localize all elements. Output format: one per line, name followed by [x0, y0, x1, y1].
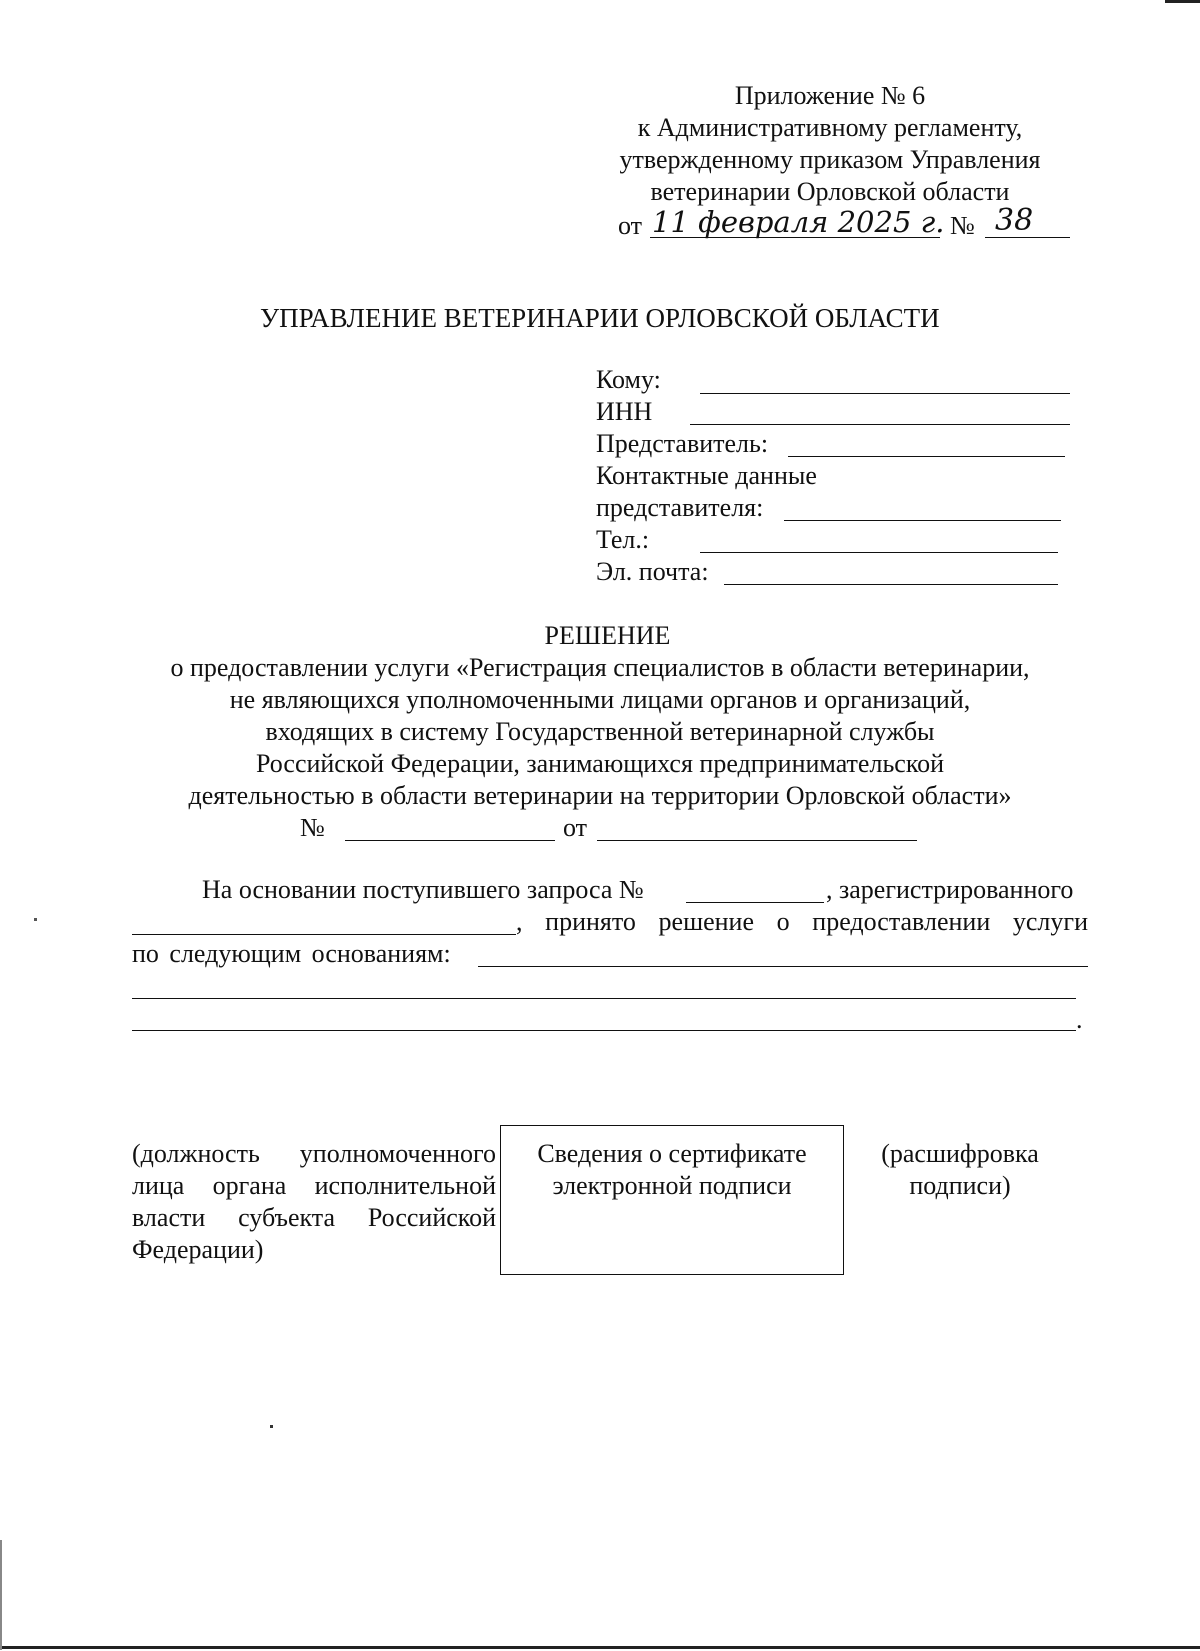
- recipient-representative-field[interactable]: [788, 456, 1065, 457]
- decision-title: РЕШЕНИЕ: [544, 621, 671, 650]
- grounds-field-line[interactable]: [132, 1030, 1076, 1031]
- grounds-field-line[interactable]: [132, 998, 1076, 999]
- certificate-caption: [501, 1138, 843, 1202]
- decision-subtitle-line: входящих в систему Государственной ветеринарной службы: [265, 717, 935, 746]
- appendix-number-handwritten: 38: [995, 203, 1034, 238]
- certificate-box: [500, 1125, 844, 1275]
- body-line1-start: На основании поступившего запроса №: [202, 875, 644, 904]
- recipient-phone-field[interactable]: [700, 552, 1058, 553]
- recipient-contacts-field[interactable]: [784, 520, 1061, 521]
- body-line3-start: по следующим основаниям:: [132, 939, 451, 968]
- recipient-representative-label: Представитель:: [596, 429, 769, 458]
- recipient-inn-label: ИНН: [596, 397, 653, 426]
- appendix-date-underline: [650, 237, 940, 238]
- decision-subtitle-line: Российской Федерации, занимающихся предпринимательской: [255, 749, 945, 778]
- decision-number-label: №: [300, 813, 325, 842]
- body-end-mark: .: [1076, 1005, 1083, 1034]
- decision-subtitle-line: не являющихся уполномоченными лицами органов и организаций,: [229, 685, 971, 714]
- signature-position-line: (должность уполномоченного: [132, 1139, 496, 1168]
- body-line1-end: , зарегистрированного: [826, 875, 1074, 904]
- scan-edge-top-right: [1165, 0, 1200, 3]
- recipient-contacts-label-1: Контактные данные: [596, 461, 817, 490]
- decision-from-label: от: [563, 813, 588, 842]
- recipient-phone-label: Тел.:: [596, 525, 650, 554]
- body-line2-end: , принято решение о предоставлении услуги: [516, 907, 1088, 936]
- decision-subtitle-line: о предоставлении услуги «Регистрация специалистов в области ветеринарии,: [170, 653, 1030, 682]
- certificate-caption-line: Сведения о сертификате: [537, 1139, 807, 1168]
- scan-edge-bottom: [0, 1646, 1200, 1649]
- appendix-number-label: №: [950, 211, 975, 240]
- appendix-title: Приложение № 6: [734, 81, 926, 110]
- decision-number-field[interactable]: [345, 840, 555, 841]
- grounds-field-line[interactable]: [478, 966, 1088, 967]
- scan-speck: [270, 1425, 273, 1428]
- registration-date-field[interactable]: [132, 934, 516, 935]
- signature-position-line: власти субъекта Российской: [132, 1203, 496, 1232]
- request-number-field[interactable]: [686, 902, 824, 903]
- appendix-order-line: утвержденному приказом Управления: [619, 145, 1041, 174]
- certificate-caption-line: электронной подписи: [552, 1171, 792, 1200]
- decision-subtitle-line: деятельностью в области ветеринарии на территории Орловской области»: [188, 781, 1012, 810]
- appendix-from-label: от: [618, 211, 643, 240]
- decision-date-field[interactable]: [597, 840, 917, 841]
- signature-position-caption: [132, 1138, 496, 1266]
- signature-decoding-line: (расшифровка: [881, 1139, 1039, 1168]
- scan-edge-left: [0, 1540, 2, 1650]
- recipient-to-field[interactable]: [700, 393, 1070, 394]
- recipient-inn-field[interactable]: [690, 424, 1070, 425]
- signature-decoding-line: подписи): [909, 1171, 1011, 1200]
- signature-position-line: Федерации): [132, 1235, 264, 1264]
- recipient-contacts-label-2: представителя:: [596, 493, 764, 522]
- recipient-email-field[interactable]: [724, 584, 1058, 585]
- appendix-number-underline: [985, 237, 1070, 238]
- recipient-email-label: Эл. почта:: [596, 557, 709, 586]
- appendix-authority-line: ветеринарии Орловской области: [650, 177, 1010, 206]
- appendix-reglament-line: к Административному регламенту,: [637, 113, 1023, 142]
- authority-heading: УПРАВЛЕНИЕ ВЕТЕРИНАРИИ ОРЛОВСКОЙ ОБЛАСТИ: [260, 303, 940, 333]
- recipient-to-label: Кому:: [596, 365, 661, 394]
- signature-position-line: лица органа исполнительной: [132, 1171, 496, 1200]
- signature-decoding-caption: [860, 1138, 1060, 1202]
- appendix-date-handwritten: 11 февраля 2025 г.: [652, 205, 945, 239]
- scan-speck: [34, 918, 37, 921]
